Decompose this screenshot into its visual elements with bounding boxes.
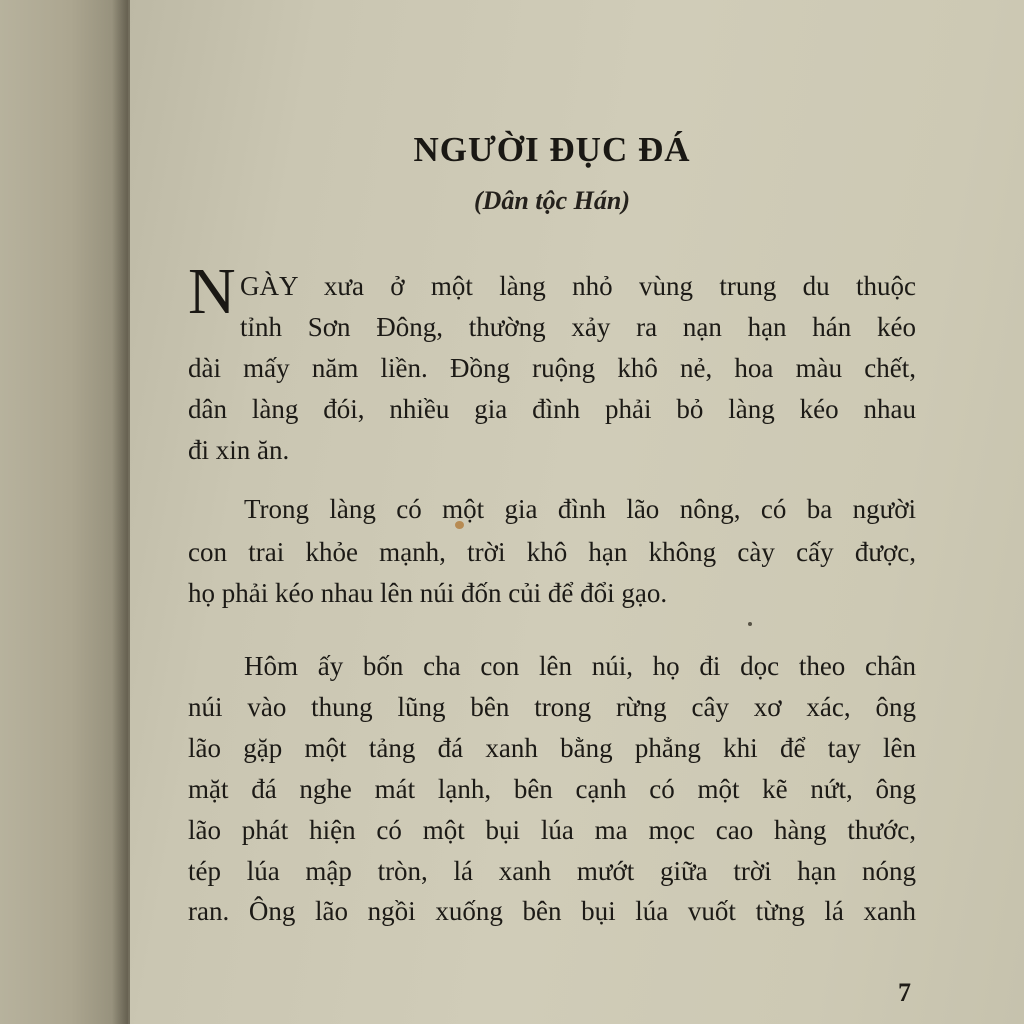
paragraph-3-line-1: Hôm ấy bốn cha con lên núi, họ đi dọc theo chân bbox=[244, 651, 916, 681]
paragraph-3-line-3: lão gặp một tảng đá xanh bằng phẳng khi để tay lên bbox=[188, 733, 916, 763]
paragraph-2-line-3: họ phải kéo nhau lên núi đốn củi để đổi gạo. bbox=[188, 578, 668, 608]
page-text bbox=[188, 0, 916, 1024]
paragraph-1-line-3: dài mấy năm liền. Đồng ruộng khô nẻ, hoa màu chết, bbox=[188, 353, 916, 383]
story-subtitle: (Dân tộc Hán) bbox=[474, 186, 630, 215]
paragraph-1-line-4: dân làng đói, nhiều gia đình phải bỏ làng kéo nhau bbox=[188, 394, 916, 424]
page-number: 7 bbox=[898, 978, 911, 1007]
story-title: NGƯỜI ĐỤC ĐÁ bbox=[413, 130, 691, 169]
paragraph-3-line-7: ran. Ông lão ngồi xuống bên bụi lúa vuốt từng lá xanh bbox=[188, 896, 916, 926]
paragraph-3-line-2: núi vào thung lũng bên trong rừng cây xơ xác, ông bbox=[188, 692, 916, 722]
paragraph-3-line-6: tép lúa mập tròn, lá xanh mướt giữa trời hạn nóng bbox=[188, 856, 916, 886]
paragraph-2-line-2: con trai khỏe mạnh, trời khô hạn không cày cấy được, bbox=[188, 537, 916, 567]
paragraph-1-line-1: GÀY xưa ở một làng nhỏ vùng trung du thuộc bbox=[240, 271, 916, 301]
paragraph-1-line-2: tỉnh Sơn Đông, thường xảy ra nạn hạn hán kéo bbox=[240, 312, 916, 342]
paragraph-3-line-5: lão phát hiện có một bụi lúa ma mọc cao hàng thước, bbox=[188, 815, 916, 845]
left-page-edge bbox=[0, 0, 128, 1024]
paragraph-3-line-4: mặt đá nghe mát lạnh, bên cạnh có một kẽ nứt, ông bbox=[188, 774, 916, 804]
paragraph-1-line-5: đi xin ăn. bbox=[188, 435, 290, 465]
drop-cap: N bbox=[188, 255, 236, 328]
paragraph-2-line-1: Trong làng có một gia đình lão nông, có ba người bbox=[244, 494, 916, 524]
